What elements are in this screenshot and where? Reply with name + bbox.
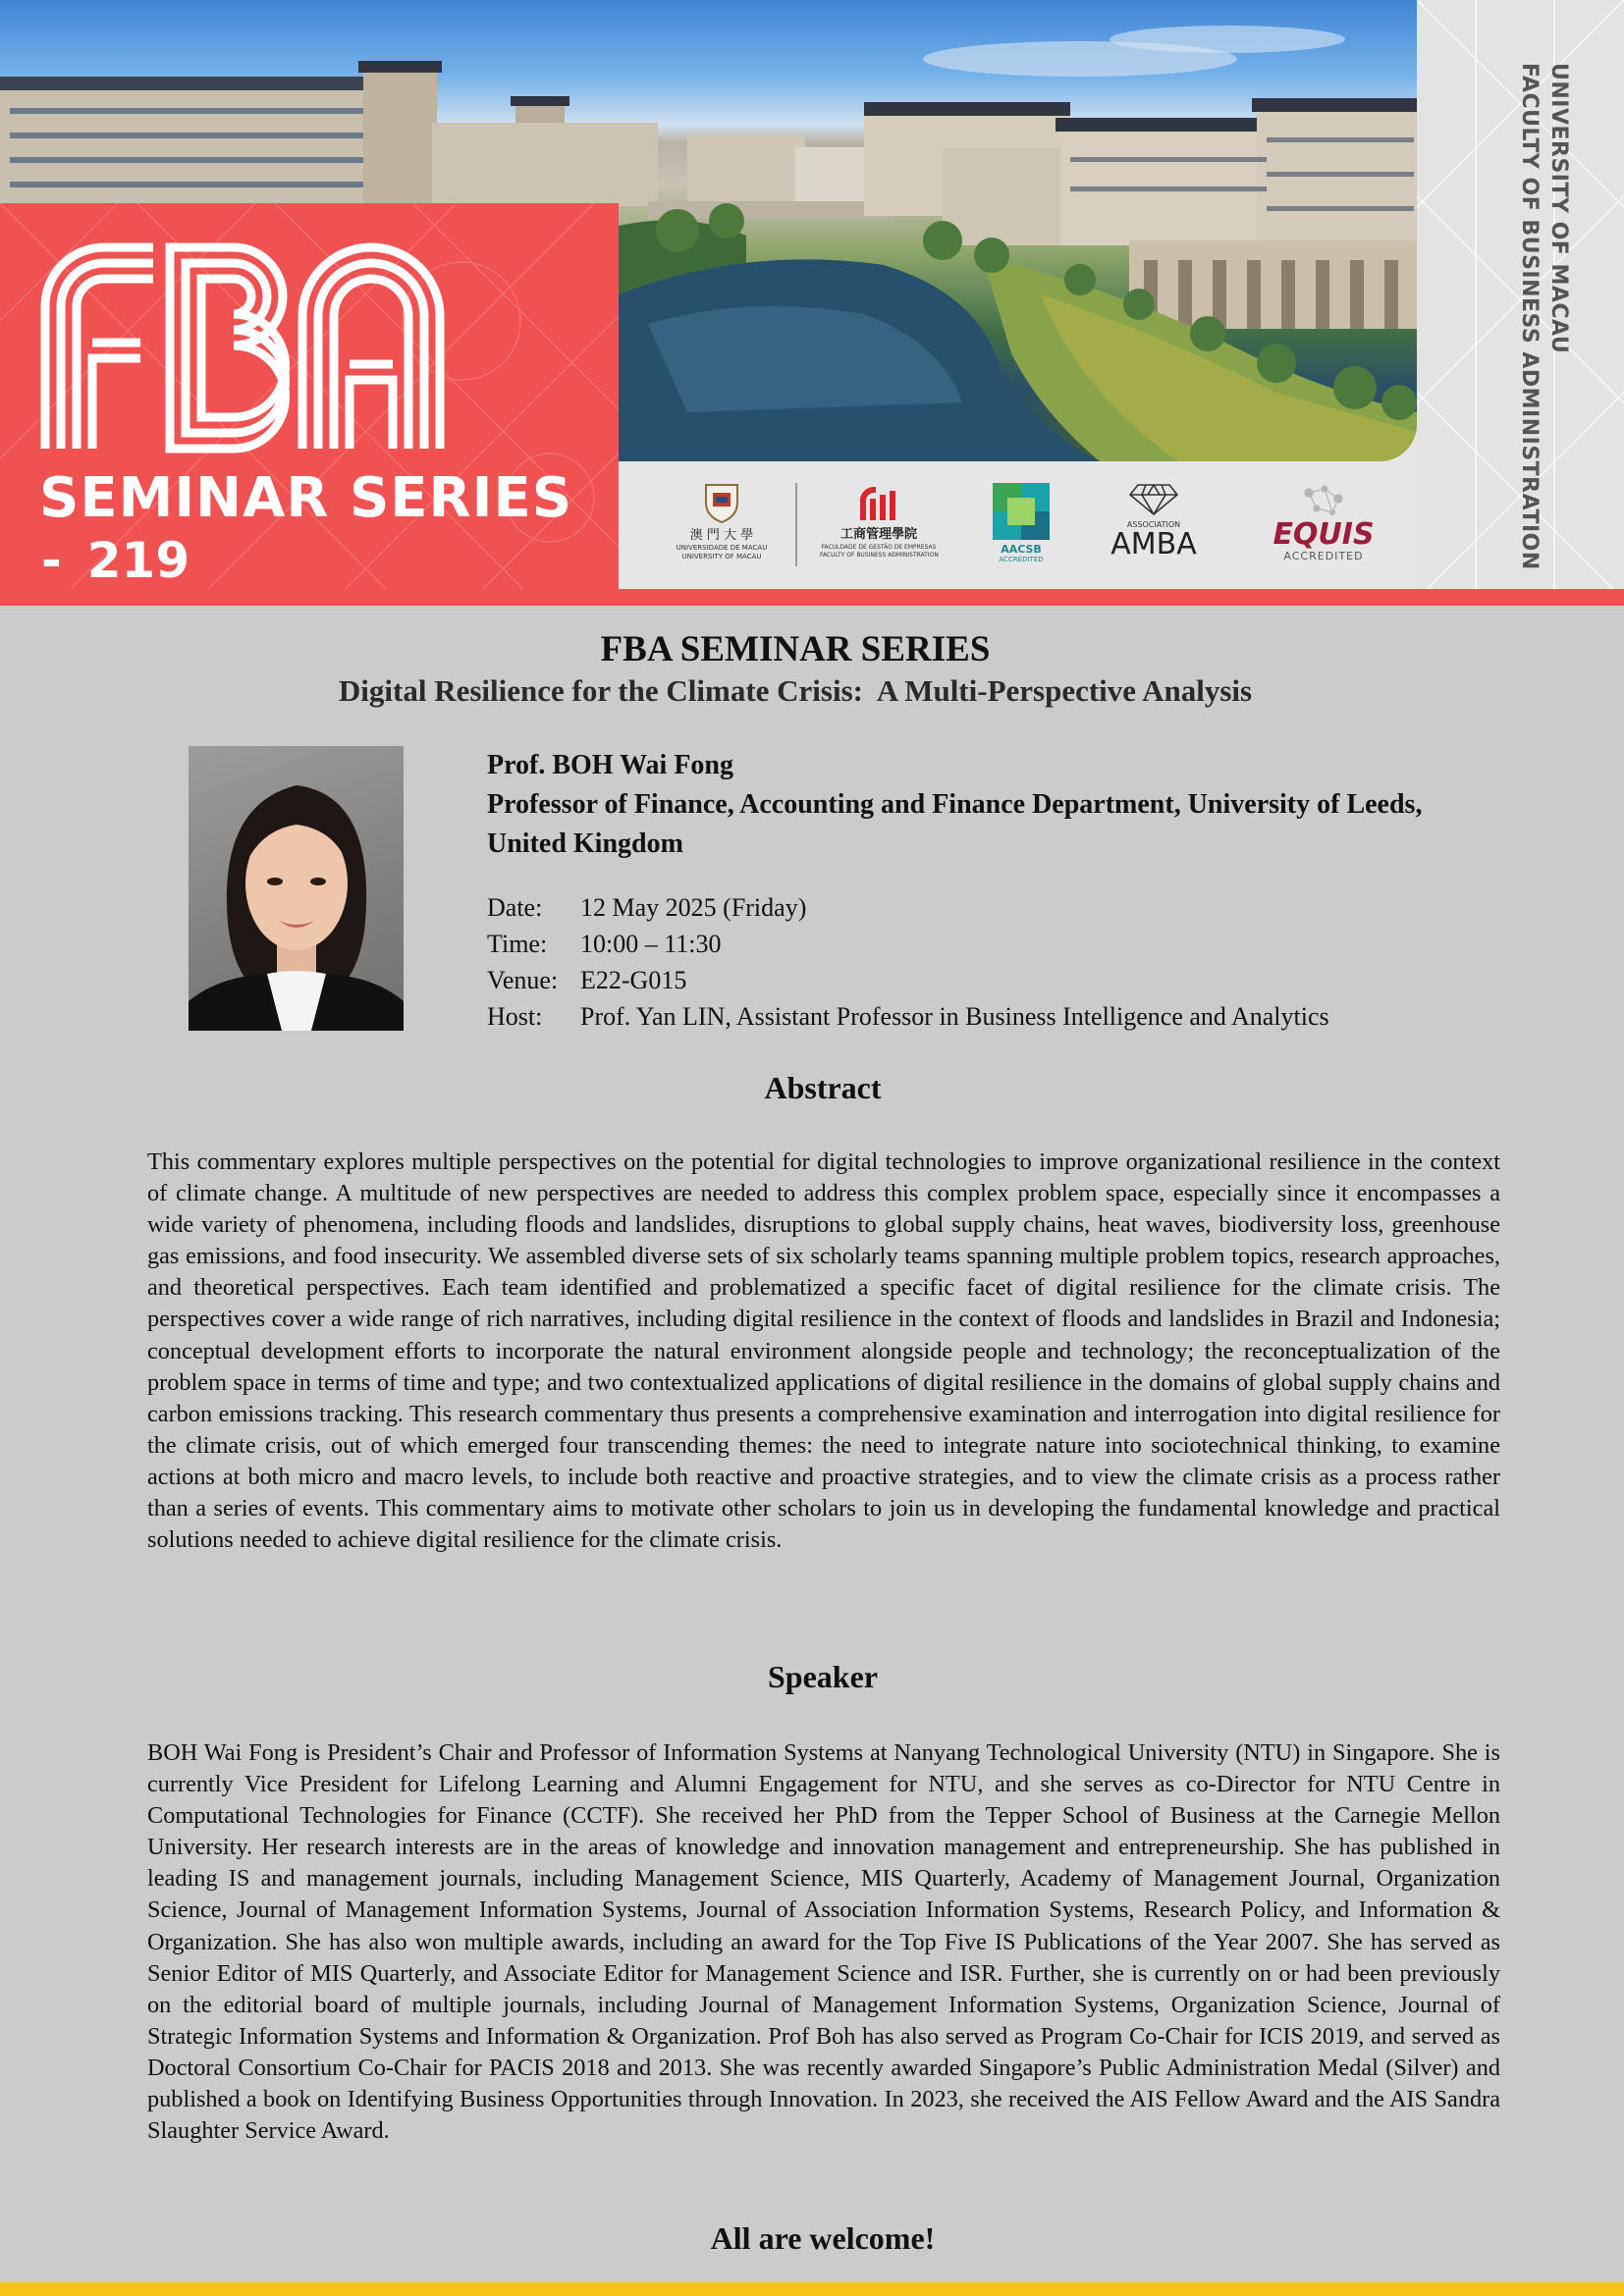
event-details [487, 889, 1469, 1035]
um-portuguese-name: UNIVERSIDADE DE MACAU [676, 544, 768, 552]
aacsb-logo [990, 483, 1053, 564]
um-crest-icon [702, 481, 741, 524]
series-label: SEMINAR SERIES [39, 466, 573, 530]
detail-date-label: Date: [487, 893, 543, 922]
speaker-info [487, 746, 1469, 1035]
fba-english-name: FACULTY OF BUSINESS ADMINISTRATION [820, 552, 939, 559]
equis-network-icon [1299, 483, 1348, 516]
abstract-text: This commentary explores multiple perspectives on the potential for digital technologies to improve organizational resilience in the context of climate change. A multitude of new perspectives are needed to address this complex problem space, especially since it encompasses a wide variety of phenomena, including floods and landslides, disruptions to global supply chains, heat waves, biodiversity loss, greenhouse gas emissions, and food insecurity. We assembled diverse sets of six scholarly teams spanning multiple problem topics, research approaches, and theoretical perspectives. Each team identified and problematized a specific facet of digital resilience for the climate crisis. The perspectives cover a wide range of rich narratives, including digital resilience in the context of floods and landslides in Brazil and Indonesia; conceptual development efforts to incorporate the natural environment alongside people and technology; the reconceptualization of the problem space in terms of time and type; and two contextualized applications of digital resilience in the domains of global supply chains and carbon emissions tracking. This research commentary thus presents a comprehensive examination and interrogation into digital resilience for the climate crisis, out of which emerged four transcending themes: the need to integrate nature into sociotechnical thinking, to examine actions at both micro and macro levels, to include both reactive and proactive strategies, and to view the climate crisis as a process rather than a series of events. This commentary aims to motivate other scholars to join us in developing the fundamental knowledge and practical solutions needed to achieve digital resilience for the climate crisis. [147, 1148, 1500, 1554]
fba-faculty-logo [820, 483, 938, 560]
detail-time [487, 926, 1469, 962]
university-vertical-title [1514, 63, 1573, 570]
bottom-yellow-bar [0, 2282, 1624, 2296]
detail-venue [487, 962, 1469, 998]
equis-sub: ACCREDITED [1283, 550, 1364, 562]
fba-faculty-mark-icon [854, 483, 903, 522]
abstract-heading: Abstract [764, 1070, 882, 1105]
um-logo [668, 481, 776, 561]
series-dash: - [41, 532, 62, 589]
fba-portuguese-name: FACULDADE DE GESTÃO DE EMPRESAS [821, 544, 937, 551]
detail-host-value: Prof. Yan LIN, Assistant Professor in Business Intelligence and Analytics [580, 1002, 1329, 1031]
seminar-series-panel [0, 203, 619, 601]
accreditation-logos [619, 461, 1417, 589]
detail-venue-value: E22-G015 [580, 966, 687, 994]
aacsb-mark-icon [993, 483, 1050, 540]
banner [0, 0, 1624, 606]
detail-host-label: Host: [487, 1002, 543, 1031]
series-number-value: 219 [86, 532, 190, 589]
vertical-faculty-name: FACULTY OF BUSINESS ADMINISTRATION [1517, 63, 1542, 570]
detail-time-value: 10:00 – 11:30 [580, 930, 722, 958]
speaker-bio: BOH Wai Fong is President’s Chair and Professor of Information Systems at Nanyang Technological University (NTU) in Singapore. She is currently Vice President for Lifelong Learning and Alumni Engagement for NTU, and she serves as co-Director for NTU Centre in Computational Technologies for Finance (CCTF). She received her PhD from the Tepper School of Business at the Carnegie Mellon University. Her research interests are in the areas of knowledge and innovation management and entrepreneurship. She has published in leading IS and management journals, including Management Science, MIS Quarterly, Academy of Management Journal, Organization Science, Journal of Management Information Systems, Journal of Association Information Systems, Research Policy, and Information & Organization. She has also won multiple awards, including an award for the Top Five IS Publications of the Year 2007. She has served as Senior Editor of MIS Quarterly, and Associate Editor for Management Science and ISR. Further, she is currently on or had been previously on the editorial board of multiple journals, including Journal of Management Information Systems, Organization Science, Journal of Strategic Information Systems and Information & Organization. Prof Boh has also served as Program Co-Chair for ICIS 2019, and served as Doctoral Consortium Co-Chair for PACIS 2018 and 2013. She was recently awarded Singapore’s Public Administration Medal (Silver) and published a book on Identifying Business Opportunities through Innovation. In 2023, she received the AIS Fellow Award and the AIS Sandra Slaughter Service Award. [147, 1739, 1500, 2145]
fba-logo [37, 242, 450, 454]
amba-diamond-icon [1128, 481, 1179, 516]
logo-divider [795, 483, 797, 566]
speaker-heading: Speaker [768, 1659, 878, 1694]
page-title: FBA SEMINAR SERIES [600, 629, 991, 669]
seminar-topic: Digital Resilience for the Climate Crisis: A Multi-Perspective Analysis [338, 673, 1253, 708]
welcome-note: All are welcome! [710, 2220, 936, 2256]
um-chinese-name: 澳 門 大 學 [689, 528, 754, 543]
banner-red-bar [0, 589, 1624, 606]
um-english-name: UNIVERSITY OF MACAU [681, 553, 762, 561]
speaker-name: Prof. BOH Wai Fong [487, 750, 733, 780]
speaker-photo [189, 746, 404, 1031]
amba-association: ASSOCIATION [1126, 520, 1181, 529]
detail-date [487, 889, 1469, 926]
speaker-position: Professor of Finance, Accounting and Finance Department, University of Leeds, United Kingdom [487, 789, 1423, 859]
amba-name: AMBA [1110, 527, 1197, 561]
aacsb-sub: ACCREDITED [999, 556, 1044, 563]
aacsb-name: AACSB [1001, 543, 1042, 556]
vertical-university-name: UNIVERSITY OF MACAU [1546, 63, 1571, 354]
equis-name: EQUIS [1272, 517, 1375, 552]
speaker-portrait [189, 746, 404, 1031]
detail-host [487, 998, 1469, 1035]
series-number [41, 532, 189, 589]
fba-chinese-name: 工商管理學院 [839, 527, 917, 542]
amba-logo [1095, 481, 1213, 560]
detail-time-label: Time: [487, 930, 548, 958]
detail-date-value: 12 May 2025 (Friday) [580, 893, 807, 922]
equis-logo [1255, 483, 1392, 562]
detail-venue-label: Venue: [487, 966, 559, 994]
